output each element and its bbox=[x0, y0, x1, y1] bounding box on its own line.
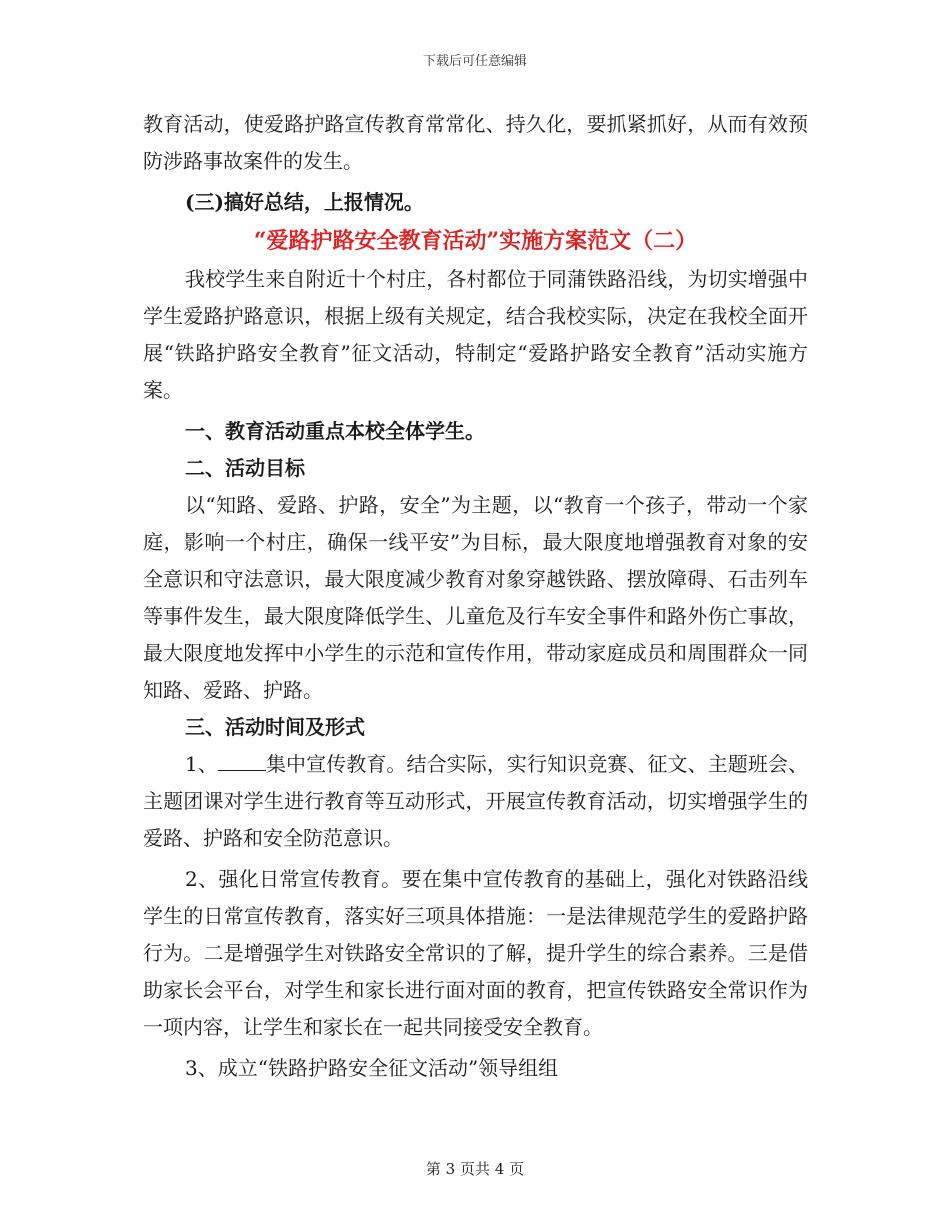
paragraph-continuation: 教育活动，使爱路护路宣传教育常常化、持久化，要抓紧抓好，从而有效预防涉路事故案件的发生。 bbox=[143, 112, 808, 173]
paragraph-intro: 我校学生来自附近十个村庄，各村都位于同蒲铁路沿线，为切实增强中学生爱路护路意识，根据上级有关规定，结合我校实际，决定在我校全面开展“铁路护路安全教育”征文活动，特制定“爱路护路安全教育”活动实施方案。 bbox=[143, 267, 808, 402]
heading-time-form: 三、活动时间及形式 bbox=[185, 715, 365, 739]
page-footer: 第 3 页共 4 页 bbox=[425, 1160, 525, 1178]
section-heading-summary: (三)搞好总结，上报情况。 bbox=[185, 190, 424, 214]
page-header: 下载后可任意编辑 bbox=[422, 54, 527, 69]
paragraph-item-2: 2、强化日常宣传教育。要在集中宣传教育的基础上，强化对铁路沿线学生的日常宣传教育，落实好三项具体措施：一是法律规范学生的爱路护路行为。二是增强学生对铁路安全常识的了解，提升学生的综合素养。三是借助家长会平台，对学生和家长进行面对面的教育，把宣传铁路安全常识作为一项内容，让学生和家长在一起共同接受安全教育。 bbox=[143, 867, 808, 1039]
document-body bbox=[143, 106, 808, 1087]
heading-goals: 二、活动目标 bbox=[185, 456, 305, 480]
paragraph-item-3: 3、成立“铁路护路安全征文活动”领导组组 bbox=[185, 1056, 559, 1080]
item-1-text: 集中宣传教育。结合实际，实行知识竞赛、征文、主题班会、主题团课对学生进行教育等互动形式，开展宣传教育活动，切实增强学生的爱路、护路和安全防范意识。 bbox=[143, 752, 808, 850]
paragraph-item-1 bbox=[143, 746, 808, 857]
paragraph-goals: 以“知路、爱路、护路，安全”为主题，以“教育一个孩子，带动一个家庭，影响一个村庄，确保一线平安”为目标，最大限度地增强教育对象的安全意识和守法意识，最大限度减少教育对象穿越铁路、摆放障碍、石击列车等事件发生，最大限度降低学生、儿童危及行车安全事件和路外伤亡事故，最大限度地发挥中小学生的示范和宣传作用，带动家庭成员和周围群众一同知路、爱路、护路。 bbox=[143, 493, 808, 702]
item-1-number: 1、 bbox=[185, 752, 218, 776]
document-title: “爱路护路安全教育活动”实施方案范文（二） bbox=[253, 228, 698, 254]
heading-focus: 一、教育活动重点本校全体学生。 bbox=[185, 419, 485, 443]
blank-underline bbox=[218, 752, 266, 771]
